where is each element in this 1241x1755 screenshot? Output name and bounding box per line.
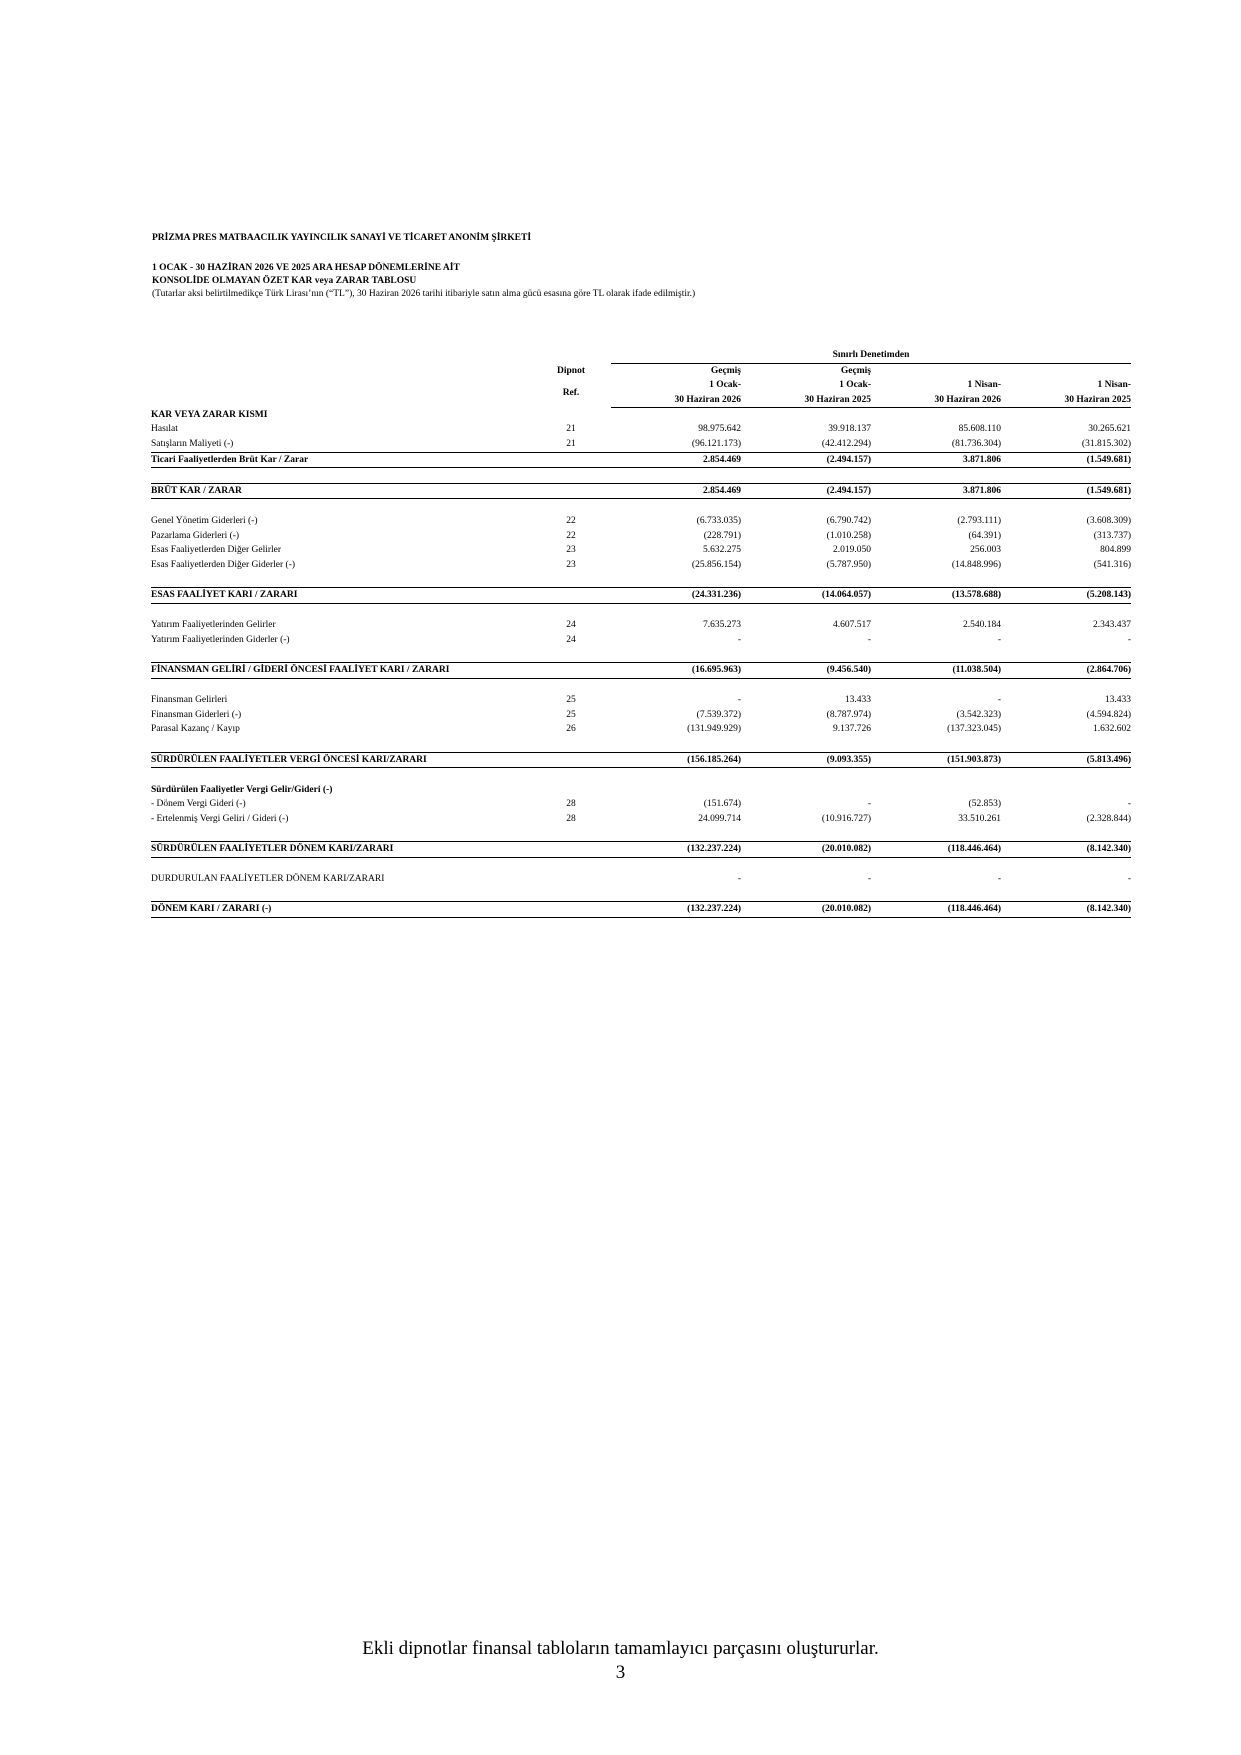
row-value: (20.010.082) (741, 842, 871, 858)
row-ref: 26 (566, 724, 576, 735)
row-label: Finansman Gelirleri (151, 695, 228, 706)
row-value: (8.787.974) (826, 709, 871, 720)
row-value: 1.632.602 (1093, 724, 1131, 735)
row-value: 24.099.714 (698, 813, 741, 824)
row-value: - (737, 695, 741, 706)
row-value: (1.010.258) (826, 530, 871, 541)
row-value: 4.607.517 (833, 620, 871, 631)
row-value: (137.323.045) (947, 724, 1001, 735)
table-row (151, 797, 1131, 812)
row-value: (2.494.157) (741, 452, 871, 468)
row-value: (2.864.706) (1001, 662, 1131, 678)
row-ref: 22 (566, 516, 576, 527)
row-label: SÜRDÜRÜLEN FAALİYETLER DÖNEM KARI/ZARARI (151, 842, 531, 858)
row-value: 3.871.806 (871, 452, 1001, 468)
row-value: (3.542.323) (956, 709, 1001, 720)
row-label: ESAS FAALİYET KARI / ZARARI (151, 588, 531, 604)
row-value: (13.578.688) (871, 588, 1001, 604)
table-row (151, 422, 1131, 437)
row-label: Yatırım Faaliyetlerinden Gelirler (151, 620, 276, 631)
row-value: (11.038.504) (871, 662, 1001, 678)
row-value: (541.316) (1093, 559, 1131, 570)
row-value: (20.010.082) (741, 902, 871, 918)
col1-past: Geçmiş (710, 365, 741, 376)
row-value: (25.856.154) (691, 559, 741, 570)
row-value: - (1127, 874, 1131, 885)
row-value: (14.848.996) (951, 559, 1001, 570)
total-row (151, 752, 1131, 768)
row-value: - (867, 799, 871, 810)
row-value: 2.343.437 (1093, 620, 1131, 631)
row-ref: 25 (566, 709, 576, 720)
row-value: - (997, 874, 1001, 885)
row-value: (228.791) (703, 530, 741, 541)
row-label: Yatırım Faaliyetlerinden Giderler (-) (151, 634, 290, 645)
row-value: 7.635.273 (703, 620, 741, 631)
row-value: (9.456.540) (741, 662, 871, 678)
currency-note: (Tutarlar aksi belirtilmedikçe Türk Lirası’nın (“TL”), 30 Haziran 2026 tarihi itibariyle satın alma gücü esasına göre TL olarak ifade edilmiştir.) (152, 289, 696, 299)
row-label: Pazarlama Giderleri (-) (151, 530, 240, 541)
table-row (151, 558, 1131, 573)
table-row (151, 693, 1131, 708)
row-label: Hasılat (151, 424, 178, 435)
row-value: 2.854.469 (611, 483, 741, 499)
row-label: Parasal Kazanç / Kayıp (151, 724, 240, 735)
row-value: 98.975.642 (698, 424, 741, 435)
row-ref: 22 (566, 530, 576, 541)
row-value: (6.733.035) (696, 516, 741, 527)
dipnot-header: Dipnot (557, 365, 585, 376)
row-value: - (867, 874, 871, 885)
col3-end: 30 Haziran 2026 (871, 393, 1001, 408)
row-value: (9.093.355) (741, 752, 871, 768)
total-row (151, 662, 1131, 678)
ref-header: Ref. (562, 387, 580, 398)
table-row (151, 708, 1131, 723)
company-name: PRİZMA PRES MATBAACILIK YAYINCILIK SANAYİ VE TİCARET ANONİM ŞİRKETİ (152, 233, 532, 243)
row-value: - (1127, 799, 1131, 810)
row-ref: 25 (566, 695, 576, 706)
row-value: - (737, 874, 741, 885)
row-value: (2.793.111) (957, 516, 1001, 527)
row-ref: 28 (566, 813, 576, 824)
row-value: (42.412.294) (821, 439, 871, 450)
row-value: (6.790.742) (826, 516, 871, 527)
row-ref: 21 (566, 439, 576, 450)
row-value: 2.540.184 (963, 620, 1001, 631)
row-value: (81.736.304) (951, 439, 1001, 450)
row-value: (118.446.464) (871, 842, 1001, 858)
col1-start: 1 Ocak- (709, 380, 741, 391)
total-row (151, 588, 1131, 604)
row-value: 85.608.110 (958, 424, 1001, 435)
row-value: 13.433 (844, 695, 871, 706)
row-value: (31.815.302) (1081, 439, 1131, 450)
row-value: - (737, 634, 741, 645)
table-row (151, 633, 1131, 648)
table-row (151, 872, 1131, 887)
row-ref: 28 (566, 799, 576, 810)
row-value: (7.539.372) (696, 709, 741, 720)
row-value: 39.918.137 (828, 424, 871, 435)
row-value: (151.903.873) (871, 752, 1001, 768)
statement-title: KONSOLİDE OLMAYAN ÖZET KAR veya ZARAR TABLOSU (152, 276, 417, 286)
total-row (151, 902, 1131, 918)
subtotal-row (151, 452, 1131, 468)
tax-section-heading: Sürdürülen Faaliyetler Vergi Gelir/Gideri (-) (151, 784, 333, 795)
row-label: Genel Yönetim Giderleri (-) (151, 516, 258, 527)
table-row (151, 812, 1131, 827)
page-number: 3 (615, 1662, 626, 1683)
table-row (151, 722, 1131, 737)
row-label: Esas Faaliyetlerden Diğer Giderler (-) (151, 559, 296, 570)
row-value: - (867, 634, 871, 645)
row-label: - Ertelenmiş Vergi Geliri / Gideri (-) (151, 813, 289, 824)
row-ref: 24 (566, 634, 576, 645)
row-label: DURDURULAN FAALİYETLER DÖNEM KARI/ZARARI (151, 874, 385, 885)
table-row (151, 529, 1131, 544)
row-value: - (1127, 634, 1131, 645)
row-value: (10.916.727) (821, 813, 871, 824)
row-label: Esas Faaliyetlerden Diğer Gelirler (151, 545, 282, 556)
row-ref: 21 (566, 424, 576, 435)
row-value: (4.594.824) (1086, 709, 1131, 720)
row-label: BRÜT KAR / ZARAR (151, 483, 531, 499)
row-value: 256.003 (970, 545, 1001, 556)
row-value: 5.632.275 (703, 545, 741, 556)
row-value: (64.391) (968, 530, 1001, 541)
col4-start: 1 Nisan- (1097, 380, 1131, 391)
row-label: DÖNEM KARI / ZARARI (-) (151, 902, 531, 918)
table-row (151, 514, 1131, 529)
table-row (151, 618, 1131, 633)
row-value: (96.121.173) (691, 439, 741, 450)
row-value: (131.949.929) (687, 724, 741, 735)
row-value: (52.853) (968, 799, 1001, 810)
audit-header: Sınırlı Denetimden (611, 348, 1131, 363)
row-label: SÜRDÜRÜLEN FAALİYETLER VERGİ ÖNCESİ KARI/ZARARI (151, 752, 531, 768)
row-value: (1.549.681) (1001, 452, 1131, 468)
row-value: (313.737) (1093, 530, 1131, 541)
row-value: (2.494.157) (741, 483, 871, 499)
row-value: (3.608.309) (1086, 516, 1131, 527)
row-value: (151.674) (703, 799, 741, 810)
row-value: 30.265.621 (1088, 424, 1131, 435)
row-ref: 23 (566, 545, 576, 556)
row-ref: 24 (566, 620, 576, 631)
section-heading: KAR VEYA ZARAR KISMI (151, 409, 268, 420)
row-value: 2.019.050 (833, 545, 871, 556)
table-row (151, 437, 1131, 452)
row-value: 9.137.726 (833, 724, 871, 735)
row-value: (132.237.224) (611, 902, 741, 918)
col3-start: 1 Nisan- (967, 380, 1001, 391)
income-statement-table (151, 348, 1131, 918)
row-value: (8.142.340) (1001, 842, 1131, 858)
row-label: Satışların Maliyeti (-) (151, 439, 234, 450)
row-value: (156.185.264) (611, 752, 741, 768)
row-value: 3.871.806 (871, 483, 1001, 499)
row-value: 804.899 (1100, 545, 1131, 556)
row-value: (118.446.464) (871, 902, 1001, 918)
row-value: 33.510.261 (958, 813, 1001, 824)
row-value: 13.433 (1104, 695, 1131, 706)
row-value: (14.064.057) (741, 588, 871, 604)
row-label: - Dönem Vergi Gideri (-) (151, 799, 246, 810)
row-value: (24.331.236) (611, 588, 741, 604)
col4-end: 30 Haziran 2025 (1001, 393, 1131, 408)
row-label: FİNANSMAN GELİRİ / GİDERİ ÖNCESİ FAALİYET KARI / ZARARI (151, 662, 531, 678)
col2-past: Geçmiş (840, 365, 871, 376)
col2-end: 30 Haziran 2025 (741, 393, 871, 408)
total-row (151, 842, 1131, 858)
row-value: - (997, 634, 1001, 645)
row-value: (5.813.496) (1001, 752, 1131, 768)
row-label: Finansman Giderleri (-) (151, 709, 242, 720)
row-value: (16.695.963) (611, 662, 741, 678)
col2-start: 1 Ocak- (839, 380, 871, 391)
row-value: 2.854.469 (611, 452, 741, 468)
row-value: (2.328.844) (1086, 813, 1131, 824)
row-value: (5.787.950) (826, 559, 871, 570)
row-value: (1.549.681) (1001, 483, 1131, 499)
row-value: - (997, 695, 1001, 706)
row-label: Ticari Faaliyetlerden Brüt Kar / Zarar (151, 452, 531, 468)
period-title: 1 OCAK - 30 HAZİRAN 2026 VE 2025 ARA HESAP DÖNEMLERİNE AİT (152, 263, 460, 273)
row-ref: 23 (566, 559, 576, 570)
col1-end: 30 Haziran 2026 (611, 393, 741, 408)
footer-note: Ekli dipnotlar finansal tabloların tamamlayıcı parçasını oluştururlar. (362, 1638, 879, 1659)
row-value: (8.142.340) (1001, 902, 1131, 918)
row-value: (132.237.224) (611, 842, 741, 858)
row-value: (5.208.143) (1001, 588, 1131, 604)
total-row (151, 483, 1131, 499)
table-row (151, 543, 1131, 558)
